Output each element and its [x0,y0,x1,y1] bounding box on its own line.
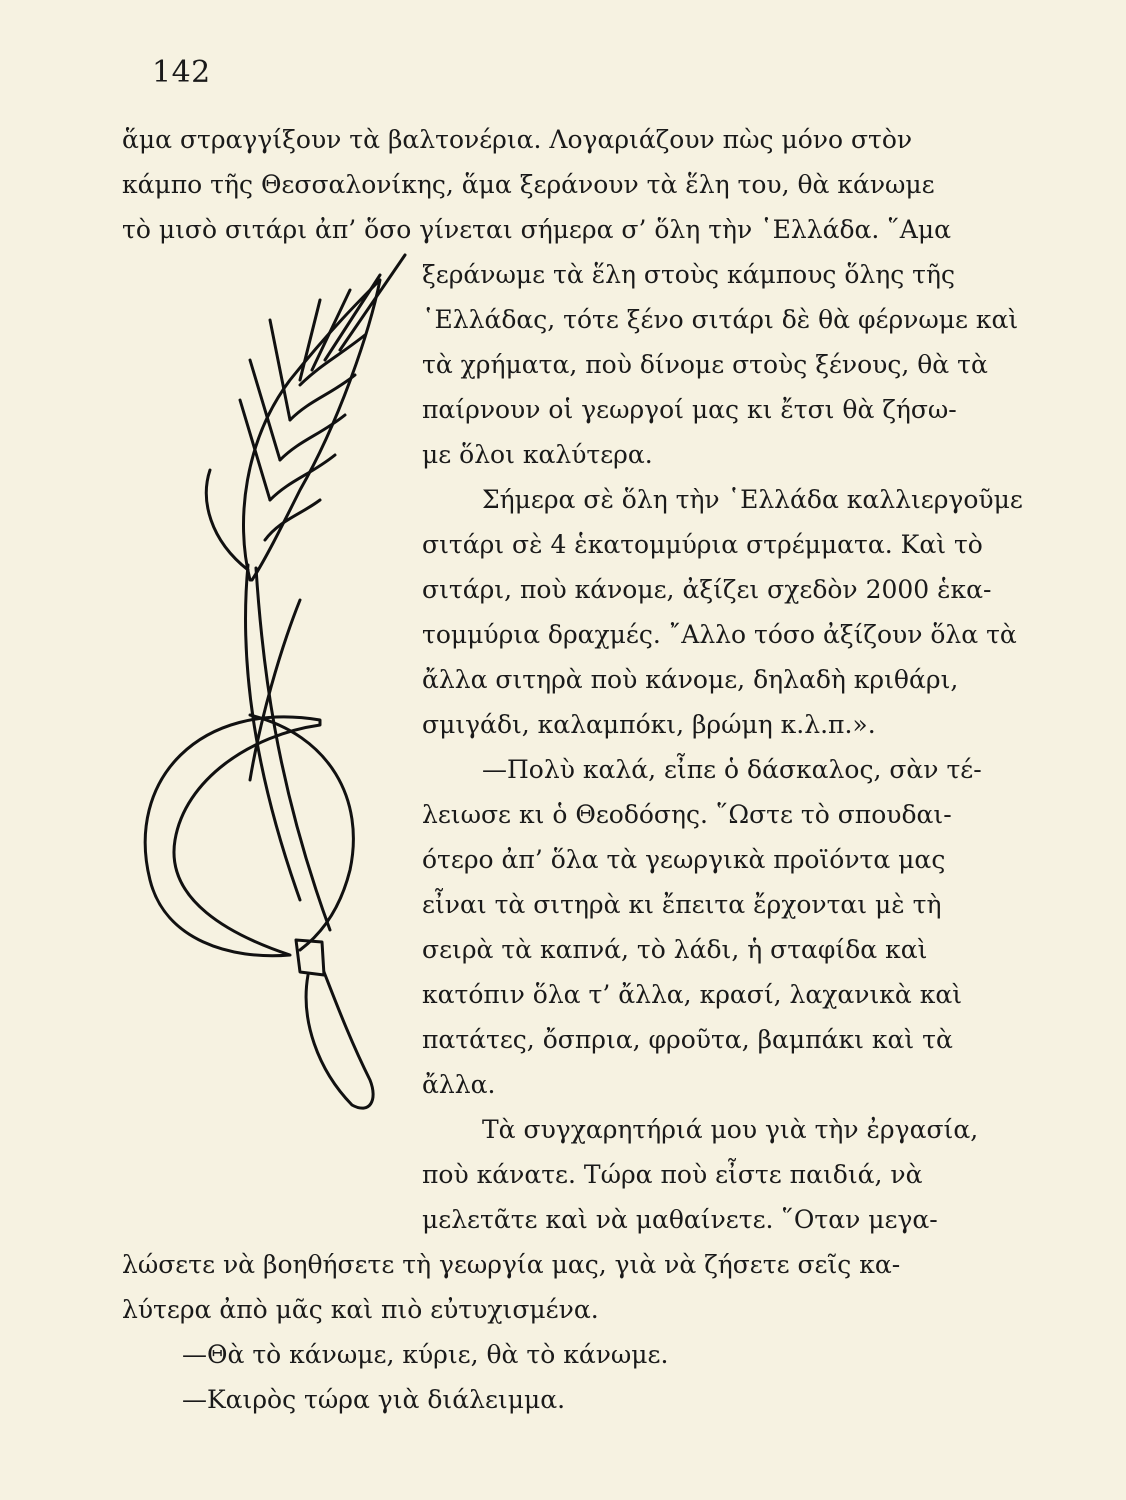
text-line: ξεράνωμε τὰ ἕλη στοὺς κάμπους ὅλης τῆς [422,260,955,289]
text-line: λειωσε κι ὁ Θεοδόσης. ῞Ωστε τὸ σπουδαι- [422,800,952,829]
text-line: τομμύρια δραχμές. ῎Αλλο τόσο ἀξίζουν ὅλα τὰ [422,620,1017,649]
text-line: —Θὰ τὸ κάνωμε, κύριε, θὰ τὸ κάνωμε. [182,1340,669,1369]
text-line: τὰ χρήματα, ποὺ δίνομε στοὺς ξένους, θὰ τὰ [422,350,988,379]
text-line: ῾Ελλάδας, τότε ξένο σιτάρι δὲ θὰ φέρνωμε καὶ [422,305,1019,334]
text-line: Τὰ συγχαρητήριά μου γιὰ τὴν ἐργασία, [482,1115,979,1144]
wheat-and-sickle-illustration [120,245,430,1125]
text-line: ἄλλα. [422,1070,496,1099]
wheat-leaf [206,470,248,570]
page-number: 142 [152,55,211,90]
sickle-handle [306,972,373,1108]
text-line: παίρνουν οἱ γεωργοί μας κι ἔτσι θὰ ζήσω- [422,395,957,424]
text-line: λώσετε νὰ βοηθήσετε τὴ γεωργία μας, γιὰ νὰ ζήσετε σεῖς κα- [122,1250,901,1279]
text-line: ἄλλα σιτηρὰ ποὺ κάνομε, δηλαδὴ κριθάρι, [422,665,959,694]
text-line: Σήμερα σὲ ὅλη τὴν ῾Ελλάδα καλλιεργοῦμε [482,485,1023,514]
text-line: —Καιρὸς τώρα γιὰ διάλειμμα. [182,1385,566,1414]
wheat-ear-grain-3 [280,415,345,460]
text-line: σμιγάδι, καλαμπόκι, βρώμη κ.λ.π.». [422,710,876,739]
text-line: σειρὰ τὰ καπνά, τὸ λάδι, ἡ σταφίδα καὶ [422,935,928,964]
sickle-blade [145,717,320,956]
text-line: κατόπιν ὅλα τ’ ἄλλα, κρασί, λαχανικὰ καὶ [422,980,963,1009]
text-line: πατάτες, ὄσπρια, φροῦτα, βαμπάκι καὶ τὰ [422,1025,953,1054]
text-line: ότερο ἀπ’ ὅλα τὰ γεωργικὰ προϊόντα μας [422,845,946,874]
wheat-ear [243,280,380,580]
wheat-awn-4 [340,255,405,350]
text-line: σιτάρι, ποὺ κάνομε, ἀξίζει σχεδὸν 2000 ἑκα- [422,575,992,604]
text-line: εἶναι τὰ σιτηρὰ κι ἔπειτα ἔρχονται μὲ τὴ [422,890,942,919]
text-line: με ὅλοι καλύτερα. [422,440,653,469]
text-line: —Πολὺ καλά, εἶπε ὁ δάσκαλος, σὰν τέ- [482,755,982,784]
text-line: μελετᾶτε καὶ νὰ μαθαίνετε. ῞Οταν μεγα- [422,1205,938,1234]
sickle-blade-back [250,715,353,950]
text-line: τὸ μισὸ σιτάρι ἀπ’ ὅσο γίνεται σήμερα σ’ ὅλη τὴν ῾Ελλάδα. ῞Αμα [122,215,951,244]
text-line: ἅμα στραγγίξουν τὰ βαλτονέρια. Λογαριάζουν πὼς μόνο στὸν [122,125,913,154]
wheat-stem-3 [250,600,300,780]
text-line: ποὺ κάνατε. Τώρα ποὺ εἶστε παιδιά, νὰ [422,1160,923,1189]
sickle-ferrule [296,940,324,975]
text-line: κάμπο τῆς Θεσσαλονίκης, ἅμα ξεράνουν τὰ ἕλη του, θὰ κάνωμε [122,170,935,199]
text-line: λύτερα ἀπὸ μᾶς καὶ πιὸ εὐτυχισμένα. [122,1295,599,1324]
text-line: σιτάρι σὲ 4 ἑκατομμύρια στρέμματα. Καὶ τὸ [422,530,983,559]
wheat-ear-grain-2 [270,455,335,500]
wheat-awn-1 [300,300,320,380]
